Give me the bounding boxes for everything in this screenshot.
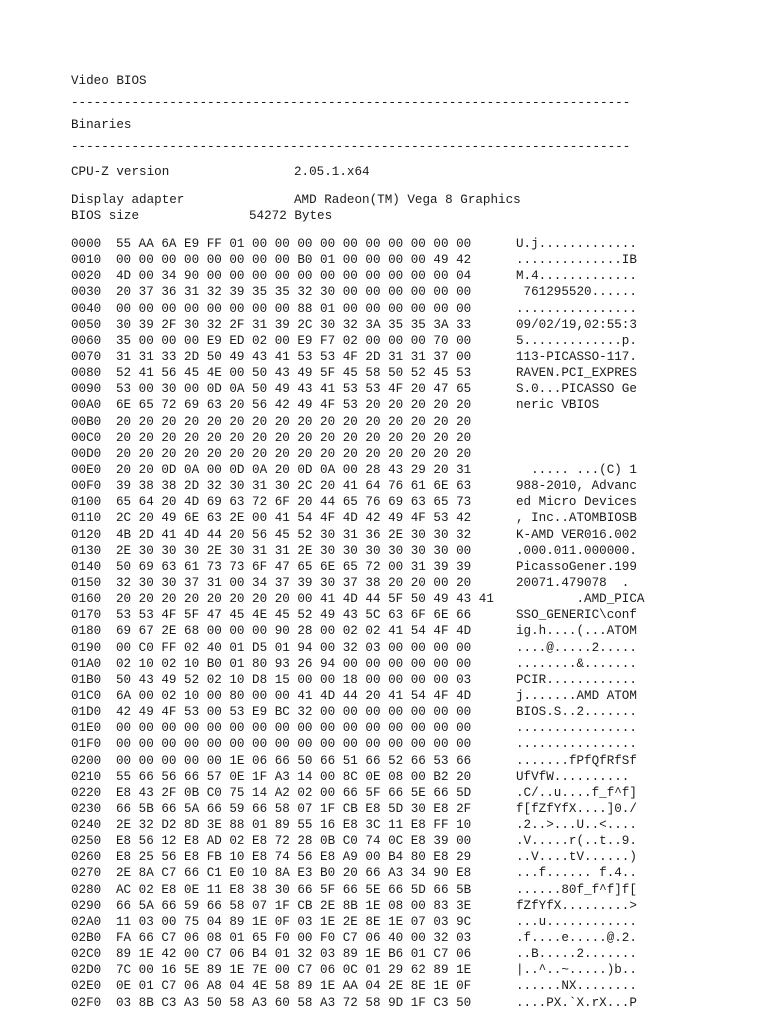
hex-dump-row (71, 333, 751, 349)
hex-dump-bytes: 2E 8A C7 66 C1 E0 10 8A E3 B0 20 66 A3 34 90 E8 (116, 866, 472, 881)
hex-dump-address: 0090 (71, 382, 102, 397)
hex-dump-ascii: ......80f_f^f]f[ (516, 882, 637, 897)
hex-dump-row (71, 527, 751, 543)
report-page (71, 70, 751, 1011)
hex-dump-address: 01B0 (71, 672, 102, 687)
hex-dump-row (71, 494, 751, 510)
hex-dump-ascii: U.j............. (516, 237, 637, 251)
hex-dump-ascii: BIOS.S..2....... (516, 705, 637, 720)
hex-dump-ascii: 5.............p. (516, 333, 637, 348)
hex-dump-address: 01C0 (71, 688, 102, 703)
hex-dump-row (71, 672, 751, 688)
hex-dump-ascii: 20071.479078 . (516, 575, 637, 590)
hex-dump-bytes: 4B 2D 41 4D 44 20 56 45 52 30 31 36 2E 30 30 32 (116, 527, 472, 542)
hex-dump-address: 00A0 (71, 398, 102, 413)
hex-dump-row (71, 865, 751, 881)
hex-dump-row (71, 236, 751, 252)
hex-dump-ascii: ................ (516, 721, 637, 736)
hex-dump-bytes: 02 10 02 10 B0 01 80 93 26 94 00 00 00 00 00 00 (116, 656, 472, 671)
hex-dump-bytes: E8 43 2F 0B C0 75 14 A2 02 00 66 5F 66 5E 66 5D (116, 785, 472, 800)
hex-dump-ascii: , Inc..ATOMBIOSB (516, 511, 637, 526)
hex-dump-bytes: 20 20 0D 0A 00 0D 0A 20 0D 0A 00 28 43 29 20 31 (116, 462, 472, 477)
hex-dump-address: 0170 (71, 608, 102, 623)
hex-dump-address: 0250 (71, 834, 102, 849)
hex-dump-ascii: ..............IB (516, 253, 637, 268)
hex-dump-address: 0080 (71, 366, 102, 381)
hex-dump-ascii: PicassoGener.199 (516, 559, 637, 574)
hex-dump-bytes: 35 00 00 00 E9 ED 02 00 E9 F7 02 00 00 00 70 00 (116, 333, 472, 348)
hex-dump-address: 01E0 (71, 721, 102, 736)
hex-dump-bytes: 00 C0 FF 02 40 01 D5 01 94 00 32 03 00 00 00 00 (116, 640, 472, 655)
hex-dump-address: 0110 (71, 511, 102, 526)
hex-dump-address: 0010 (71, 253, 102, 268)
hex-dump-address: 0050 (71, 317, 102, 332)
hex-dump-ascii: SSO_GENERIC\conf (516, 608, 637, 623)
bios-size-row (71, 208, 751, 224)
section-rule: -------------------------------------------------------------------------- (71, 96, 631, 110)
hex-dump-row (71, 591, 751, 607)
hex-dump-bytes: 00 00 00 00 00 00 00 00 88 01 00 00 00 00 00 00 (116, 301, 472, 316)
hex-dump-address: 0120 (71, 527, 102, 542)
hex-dump-bytes: 55 66 56 66 57 0E 1F A3 14 00 8C 0E 08 00 B2 20 (116, 769, 472, 784)
hex-dump-address: 0070 (71, 349, 102, 364)
hex-dump-row (71, 914, 751, 930)
hex-dump-row (71, 962, 751, 978)
bios-size-value: 54272 Bytes (249, 209, 333, 223)
hex-dump-ascii: K-AMD VER016.002 (516, 527, 637, 542)
hex-dump-bytes: E8 56 12 E8 AD 02 E8 72 28 0B C0 74 0C E8 39 00 (116, 834, 472, 849)
hex-dump-bytes: 42 49 4F 53 00 53 E9 BC 32 00 00 00 00 00 00 00 (116, 705, 472, 720)
hex-dump-bytes: 00 00 00 00 00 00 00 00 00 00 00 00 00 00 00 00 (116, 737, 472, 752)
hex-dump-bytes: FA 66 C7 06 08 01 65 F0 00 F0 C7 06 40 00 32 03 (116, 931, 472, 946)
hex-dump-row (71, 882, 751, 898)
hex-dump-row (71, 801, 751, 817)
hex-dump-ascii: .2..>...U..<.... (516, 818, 637, 833)
hex-dump-address: 0270 (71, 866, 102, 881)
hex-dump-address: 00F0 (71, 479, 102, 494)
hex-dump-bytes: 7C 00 16 5E 89 1E 7E 00 C7 06 0C 01 29 62 89 1E (116, 963, 472, 978)
hex-dump-row (71, 995, 751, 1011)
hex-dump-bytes: 2C 20 49 6E 63 2E 00 41 54 4F 4D 42 49 4F 53 42 (116, 511, 472, 526)
hex-dump-bytes: 39 38 38 2D 32 30 31 30 2C 20 41 64 76 61 6E 63 (116, 479, 472, 494)
hex-dump-bytes: 11 03 00 75 04 89 1E 0F 03 1E 2E 8E 1E 07 03 9C (116, 914, 472, 929)
hex-dump-bytes: 65 64 20 4D 69 63 72 6F 20 44 65 76 69 63 65 73 (116, 495, 472, 510)
hex-dump-row (71, 623, 751, 639)
hex-dump-address: 0290 (71, 898, 102, 913)
hex-dump-address: 0240 (71, 818, 102, 833)
hex-dump-ascii: .......fPfQfRfSf (516, 753, 637, 768)
hex-dump-address: 0230 (71, 801, 102, 816)
hex-dump-row (71, 414, 751, 430)
hex-dump-ascii: ...u............ (516, 914, 637, 929)
hex-dump-ascii: fZfYfX.........> (516, 898, 637, 913)
hex-dump-ascii: ed Micro Devices (516, 495, 637, 510)
hex-dump-address: 0180 (71, 624, 102, 639)
hex-dump-row (71, 720, 751, 736)
hex-dump-row (71, 849, 751, 865)
hex-dump-row (71, 785, 751, 801)
hex-dump-row (71, 930, 751, 946)
hex-dump-ascii: neric VBIOS (516, 398, 600, 413)
hex-dump-ascii: RAVEN.PCI_EXPRES (516, 366, 637, 381)
hex-dump-row (71, 656, 751, 672)
hex-dump-address: 0020 (71, 269, 102, 284)
bios-size-label: BIOS size (71, 209, 140, 223)
hex-dump-bytes: 20 20 20 20 20 20 20 20 20 20 20 20 20 20 20 20 (116, 414, 472, 429)
hex-dump-address: 0130 (71, 543, 102, 558)
hex-dump-row (71, 769, 751, 785)
display-adapter-value: AMD Radeon(TM) Vega 8 Graphics (294, 193, 521, 207)
hex-dump-address: 01F0 (71, 737, 102, 752)
hex-dump-row (71, 462, 751, 478)
hex-dump-row (71, 446, 751, 462)
hex-dump-address: 02F0 (71, 995, 102, 1010)
hex-dump-address: 00E0 (71, 462, 102, 477)
hex-dump-address: 0210 (71, 769, 102, 784)
cpuz-version-row (71, 164, 751, 180)
hex-dump-address: 0260 (71, 850, 102, 865)
hex-dump-row (71, 365, 751, 381)
hex-dump (71, 236, 751, 1011)
hex-dump-ascii: 09/02/19,02:55:3 (516, 317, 637, 332)
hex-dump-bytes: 00 00 00 00 00 00 00 00 B0 01 00 00 00 00 49 42 (116, 253, 472, 268)
hex-dump-address: 0220 (71, 785, 102, 800)
hex-dump-row (71, 607, 751, 623)
hex-dump-address: 0280 (71, 882, 102, 897)
hex-dump-address: 01D0 (71, 705, 102, 720)
section-title: Video BIOS (71, 74, 147, 88)
hex-dump-ascii: 761295520...... (516, 285, 637, 300)
hex-dump-row (71, 284, 751, 300)
hex-dump-bytes: 55 AA 6A E9 FF 01 00 00 00 00 00 00 00 00 00 00 (116, 237, 472, 251)
hex-dump-bytes: 32 30 30 37 31 00 34 37 39 30 37 38 20 20 00 20 (116, 575, 472, 590)
hex-dump-bytes: 2E 32 D2 8D 3E 88 01 89 55 16 E8 3C 11 E8 FF 10 (116, 818, 472, 833)
hex-dump-row (71, 268, 751, 284)
hex-dump-ascii: .f....e.....@.2. (516, 931, 637, 946)
hex-dump-ascii: PCIR............ (516, 672, 637, 687)
hex-dump-bytes: 20 20 20 20 20 20 20 20 20 20 20 20 20 20 20 20 (116, 446, 472, 461)
hex-dump-bytes: 50 69 63 61 73 73 6F 47 65 6E 65 72 00 31 39 39 (116, 559, 472, 574)
hex-dump-ascii: .V.....r(..t..9. (516, 834, 637, 849)
hex-dump-row (71, 946, 751, 962)
hex-dump-ascii: ...f...... f.4.. (516, 866, 637, 881)
hex-dump-address: 00C0 (71, 430, 102, 445)
hex-dump-ascii: j.......AMD ATOM (516, 688, 637, 703)
subsection-title: Binaries (71, 118, 132, 132)
hex-dump-address: 0100 (71, 495, 102, 510)
hex-dump-bytes: 53 53 4F 5F 47 45 4E 45 52 49 43 5C 63 6F 6E 66 (116, 608, 472, 623)
hex-dump-address: 01A0 (71, 656, 102, 671)
hex-dump-bytes: 2E 30 30 30 2E 30 31 31 2E 30 30 30 30 30 30 00 (116, 543, 472, 558)
hex-dump-address: 02B0 (71, 931, 102, 946)
hex-dump-ascii: .C/..u....f_f^f] (516, 785, 637, 800)
display-adapter-label: Display adapter (71, 193, 185, 207)
hex-dump-address: 0000 (71, 237, 102, 251)
hex-dump-bytes: 20 20 20 20 20 20 20 20 00 41 4D 44 5F 50 49 43 41 (116, 592, 494, 607)
hex-dump-row (71, 640, 751, 656)
hex-dump-bytes: 50 43 49 52 02 10 D8 15 00 00 18 00 00 00 00 03 (116, 672, 472, 687)
hex-dump-row (71, 510, 751, 526)
hex-dump-ascii: 113-PICASSO-117. (516, 349, 637, 364)
cpuz-version-label: CPU-Z version (71, 165, 170, 179)
hex-dump-row (71, 704, 751, 720)
hex-dump-row (71, 688, 751, 704)
hex-dump-ascii: ................ (516, 301, 637, 316)
hex-dump-address: 0200 (71, 753, 102, 768)
hex-dump-bytes: 00 00 00 00 00 1E 06 66 50 66 51 66 52 66 53 66 (116, 753, 472, 768)
hex-dump-ascii: ig.h....(...ATOM (516, 624, 637, 639)
hex-dump-address: 00B0 (71, 414, 102, 429)
hex-dump-row (71, 898, 751, 914)
hex-dump-address: 00D0 (71, 446, 102, 461)
hex-dump-bytes: 52 41 56 45 4E 00 50 43 49 5F 45 58 50 52 45 53 (116, 366, 472, 381)
hex-dump-bytes: 0E 01 C7 06 A8 04 4E 58 89 1E AA 04 2E 8E 1E 0F (116, 979, 472, 994)
hex-dump-row (71, 430, 751, 446)
hex-dump-row (71, 381, 751, 397)
hex-dump-bytes: 69 67 2E 68 00 00 00 90 28 00 02 02 41 54 4F 4D (116, 624, 472, 639)
hex-dump-ascii: ....PX.`X.rX...P (516, 995, 637, 1010)
hex-dump-row (71, 252, 751, 268)
hex-dump-row (71, 349, 751, 365)
hex-dump-bytes: 20 20 20 20 20 20 20 20 20 20 20 20 20 20 20 20 (116, 430, 472, 445)
hex-dump-ascii: M.4............. (516, 269, 637, 284)
hex-dump-ascii: 988-2010, Advanc (516, 479, 637, 494)
hex-dump-row (71, 301, 751, 317)
hex-dump-bytes: 4D 00 34 90 00 00 00 00 00 00 00 00 00 00 00 04 (116, 269, 472, 284)
hex-dump-address: 0160 (71, 592, 102, 607)
hex-dump-bytes: 6E 65 72 69 63 20 56 42 49 4F 53 20 20 20 20 20 (116, 398, 472, 413)
hex-dump-row (71, 736, 751, 752)
hex-dump-row (71, 575, 751, 591)
hex-dump-row (71, 833, 751, 849)
hex-dump-address: 0150 (71, 575, 102, 590)
hex-dump-address: 02A0 (71, 914, 102, 929)
hex-dump-row (71, 317, 751, 333)
hex-dump-row (71, 397, 751, 413)
hex-dump-ascii: UfVfW.......... (516, 769, 630, 784)
hex-dump-bytes: 89 1E 42 00 C7 06 B4 01 32 03 89 1E B6 01 C7 06 (116, 947, 472, 962)
hex-dump-bytes: 6A 00 02 10 00 80 00 00 41 4D 44 20 41 54 4F 4D (116, 688, 472, 703)
hex-dump-address: 0140 (71, 559, 102, 574)
display-adapter-row (71, 192, 751, 208)
hex-dump-row (71, 543, 751, 559)
hex-dump-address: 02D0 (71, 963, 102, 978)
hex-dump-row (71, 753, 751, 769)
hex-dump-row (71, 978, 751, 994)
hex-dump-bytes: 03 8B C3 A3 50 58 A3 60 58 A3 72 58 9D 1F C3 50 (116, 995, 472, 1010)
cpuz-version-value: 2.05.1.x64 (294, 165, 370, 179)
hex-dump-bytes: 53 00 30 00 0D 0A 50 49 43 41 53 53 4F 20 47 65 (116, 382, 472, 397)
hex-dump-address: 02C0 (71, 947, 102, 962)
hex-dump-ascii: .000.011.000000. (516, 543, 637, 558)
hex-dump-ascii: .AMD_PICA (516, 592, 645, 607)
hex-dump-bytes: 00 00 00 00 00 00 00 00 00 00 00 00 00 00 00 00 (116, 721, 472, 736)
hex-dump-bytes: 20 37 36 31 32 39 35 35 32 30 00 00 00 00 00 00 (116, 285, 472, 300)
hex-dump-row (71, 559, 751, 575)
subsection-rule: -------------------------------------------------------------------------- (71, 140, 631, 154)
hex-dump-bytes: 31 31 33 2D 50 49 43 41 53 53 4F 2D 31 31 37 00 (116, 349, 472, 364)
hex-dump-ascii: ........&....... (516, 656, 637, 671)
hex-dump-ascii: |..^..~.....)b.. (516, 963, 637, 978)
hex-dump-bytes: 30 39 2F 30 32 2F 31 39 2C 30 32 3A 35 35 3A 33 (116, 317, 472, 332)
hex-dump-row (71, 478, 751, 494)
hex-dump-ascii: ..... ...(C) 1 (516, 462, 637, 477)
hex-dump-row (71, 817, 751, 833)
hex-dump-ascii: S.0...PICASSO Ge (516, 382, 637, 397)
hex-dump-ascii: ....@.....2..... (516, 640, 637, 655)
hex-dump-address: 0040 (71, 301, 102, 316)
hex-dump-ascii: ......NX........ (516, 979, 637, 994)
hex-dump-ascii: f[fZfYfX....]0./ (516, 801, 637, 816)
hex-dump-address: 0030 (71, 285, 102, 300)
hex-dump-bytes: 66 5A 66 59 66 58 07 1F CB 2E 8B 1E 08 00 83 3E (116, 898, 472, 913)
hex-dump-bytes: AC 02 E8 0E 11 E8 38 30 66 5F 66 5E 66 5D 66 5B (116, 882, 472, 897)
hex-dump-bytes: E8 25 56 E8 FB 10 E8 74 56 E8 A9 00 B4 80 E8 29 (116, 850, 472, 865)
hex-dump-ascii: ..B.....2....... (516, 947, 637, 962)
hex-dump-bytes: 66 5B 66 5A 66 59 66 58 07 1F CB E8 5D 30 E8 2F (116, 801, 472, 816)
hex-dump-ascii: ................ (516, 737, 637, 752)
hex-dump-address: 0190 (71, 640, 102, 655)
hex-dump-ascii: ..V....tV......) (516, 850, 637, 865)
hex-dump-address: 0060 (71, 333, 102, 348)
hex-dump-address: 02E0 (71, 979, 102, 994)
